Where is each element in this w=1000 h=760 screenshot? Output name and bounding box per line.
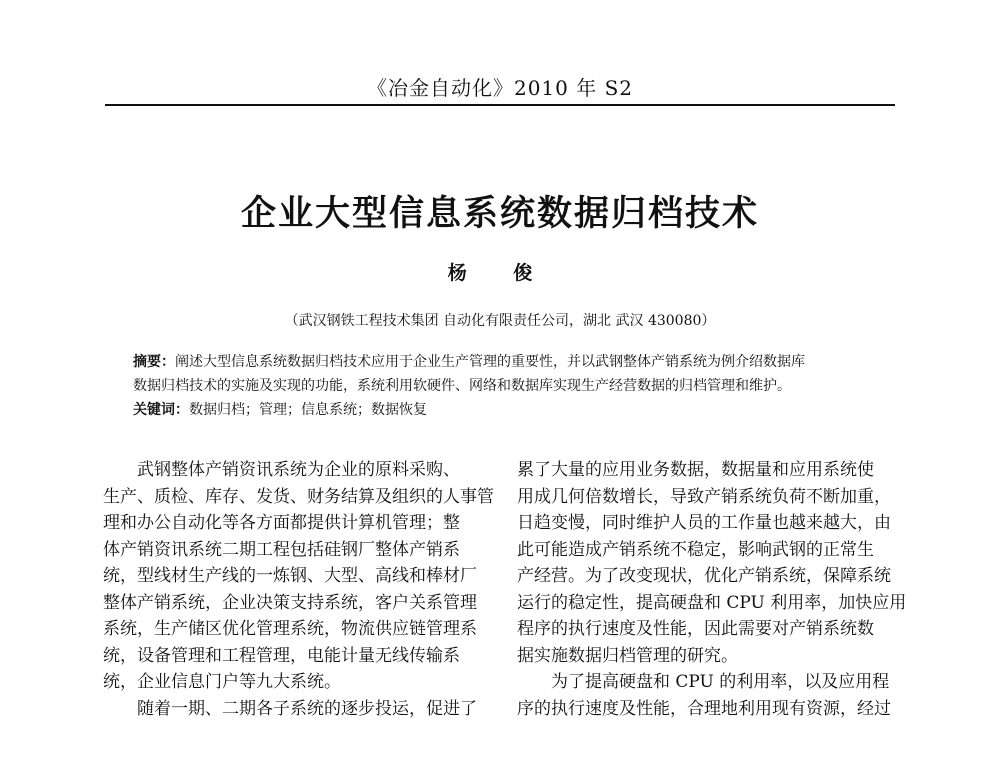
header-rule	[105, 104, 895, 106]
abstract-text: 阐述大型信息系统数据归档技术应用于企业生产管理的重要性，并以武钢整体产销系统为例介绍数据库	[175, 354, 805, 370]
body-line: 用成几何倍数增长，导致产销系统负荷不断加重，	[517, 486, 891, 507]
author-affiliation: （武汉钢铁工程技术集团 自动化有限责任公司，湖北 武汉 430080）	[284, 313, 716, 329]
body-line: 系统，生产储区优化管理系统，物流供应链管理系	[103, 619, 477, 639]
body-line: 体产销资讯系统二期工程包括硅钢厂整体产销系	[103, 539, 460, 560]
body-line: 随着一期、二期各子系统的逐步投运，促进了	[137, 698, 477, 719]
abstract-line	[133, 350, 873, 374]
abstract-label: 摘要：	[133, 354, 175, 370]
abstract-block	[133, 350, 873, 422]
keywords-text: 数据归档；管理；信息系统；数据恢复	[189, 402, 427, 418]
body-line: 程序的执行速度及性能，因此需要对产销系统数	[517, 619, 874, 639]
keywords-label: 关键词：	[133, 402, 189, 418]
body-line: 统，企业信息门户等九大系统。	[103, 672, 341, 692]
body-line: 武钢整体产销资讯系统为企业的原料采购、	[137, 460, 460, 480]
body-line: 日趋变慢，同时维护人员的工作量也越来越大，由	[517, 513, 891, 533]
keywords-line	[133, 398, 873, 422]
author-name: 杨 俊	[447, 262, 553, 284]
abstract-line: 数据归档技术的实施及实现的功能，系统利用软硬件、网络和数据库实现生产经营数据的归档管理和维护。	[133, 378, 791, 394]
body-column-right	[517, 457, 907, 722]
body-line: 序的执行速度及性能，合理地利用现有资源，经过	[517, 698, 891, 719]
body-line: 理和办公自动化等各方面都提供计算机管理；整	[103, 513, 460, 533]
body-line: 运行的稳定性，提高硬盘和 CPU 利用率，加快应用	[517, 592, 907, 613]
body-line: 为了提高硬盘和 CPU 的利用率，以及应用程	[551, 672, 890, 692]
paper-title: 企业大型信息系统数据归档技术	[240, 194, 759, 234]
body-column-left	[103, 457, 494, 722]
body-line: 整体产销系统，企业决策支持系统，客户关系管理	[103, 592, 477, 613]
body-line: 统，设备管理和工程管理，电能计量无线传输系	[103, 645, 460, 666]
body-line: 产经营。为了改变现状，优化产销系统，保障系统	[517, 566, 891, 586]
body-line: 据实施数据归档管理的研究。	[517, 645, 738, 666]
journal-header: 《冶金自动化》2010 年 S2	[366, 76, 634, 100]
body-line: 累了大量的应用业务数据，数据量和应用系统使	[517, 460, 874, 480]
body-line: 此可能造成产销系统不稳定，影响武钢的正常生	[517, 539, 874, 560]
body-line: 统，型线材生产线的一炼钢、大型、高线和棒材厂	[103, 566, 477, 586]
body-line: 生产、质检、库存、发货、财务结算及组织的人事管	[103, 486, 494, 507]
